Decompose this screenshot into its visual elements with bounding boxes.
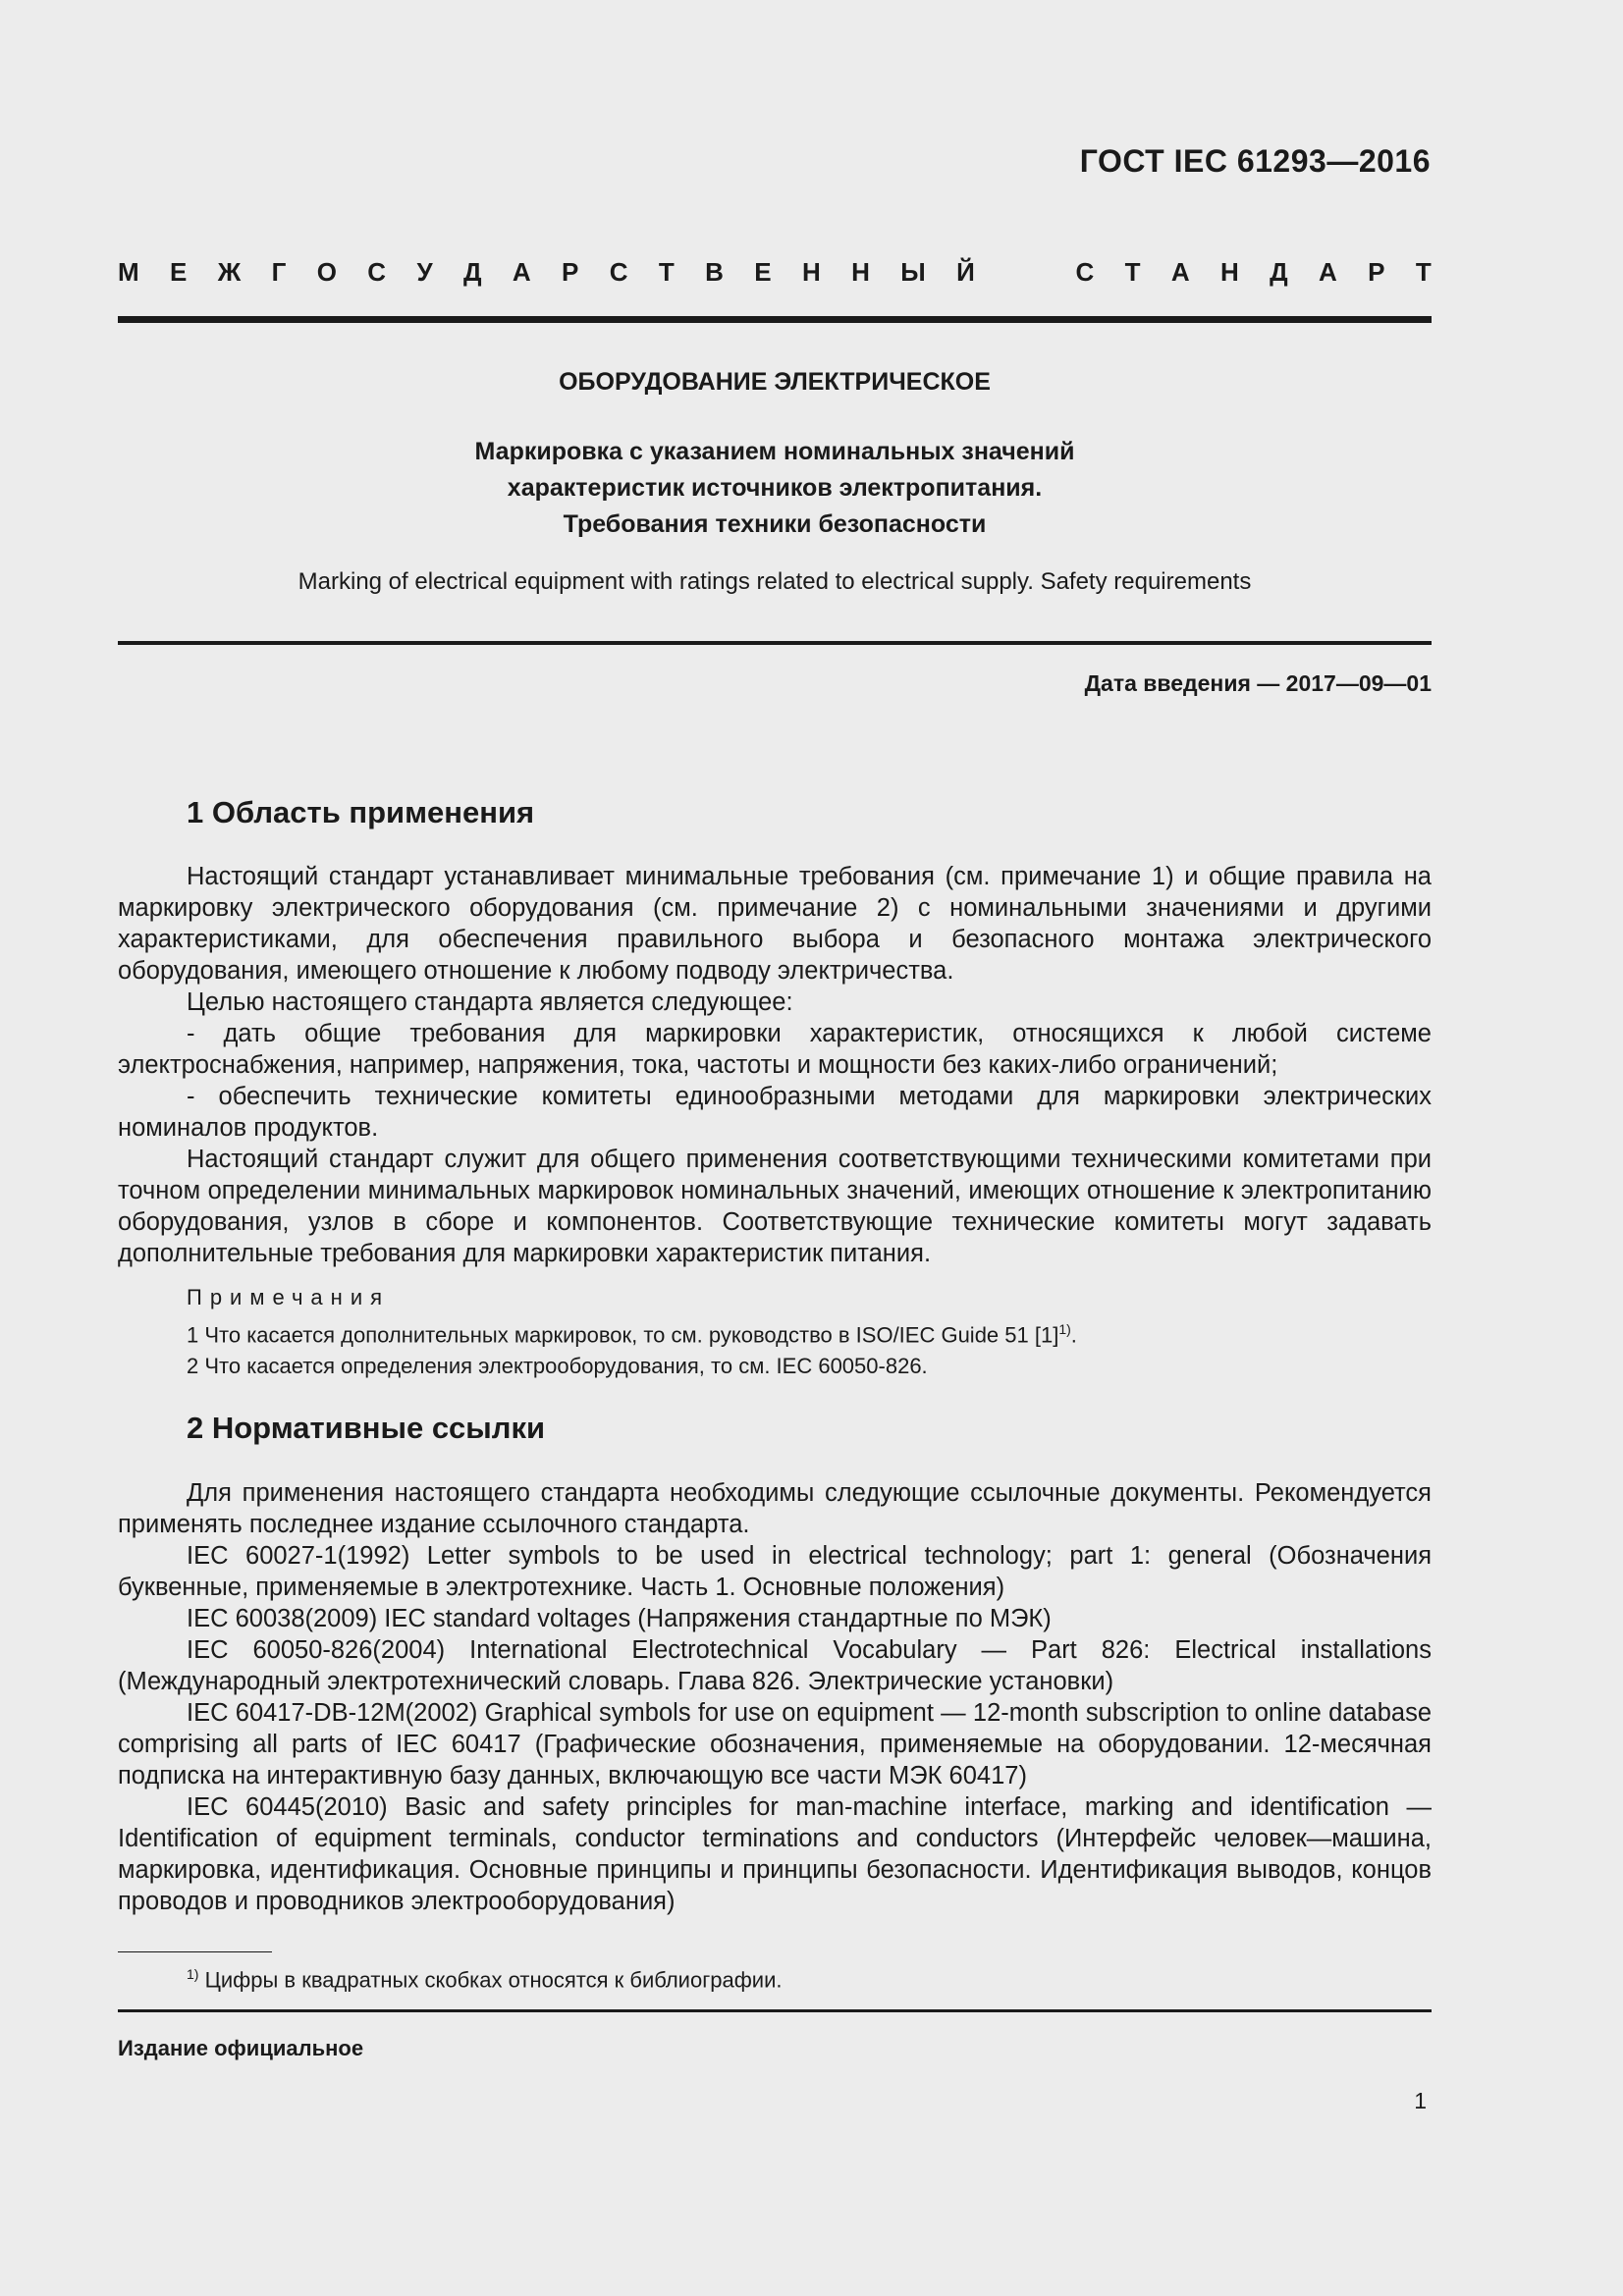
standard-type-letter: Н (1220, 257, 1239, 287)
standard-type-letter: А (512, 257, 531, 287)
standard-type-letter: Й (956, 257, 975, 287)
standard-type-letter: В (705, 257, 724, 287)
subtitle-line: Маркировка с указанием номинальных значений (474, 438, 1075, 465)
standard-type-letter: Р (562, 257, 579, 287)
title-rule (118, 641, 1432, 645)
standard-type-letter: М (118, 257, 139, 287)
standard-type-letter: Н (801, 257, 821, 287)
footnote-marker: 1) (187, 1966, 199, 1982)
note-2: 2 Что касается определения электрооборудования, то см. IEC 60050-826. (187, 1354, 928, 1379)
standard-type-letter: У (416, 257, 433, 287)
standard-type-letter: Е (170, 257, 188, 287)
subtitle-line: характеристик источников электропитания. (507, 474, 1043, 502)
standard-type-letter: Р (1368, 257, 1385, 287)
paragraph: Для применения настоящего стандарта необходимы следующие ссылочные документы. Рекомендуется применять последнее издание ссылочного стандарта. (118, 1479, 1432, 1538)
standard-type-letter: Ж (217, 257, 242, 287)
paragraph: Настоящий стандарт устанавливает минимальные требования (см. примечание 1) и общие правила на маркировку электрического оборудования (см. примечание 2) с номинальными значениями и другими характеристиками, для обеспечения правильного выбора и безопасного монтажа электрического оборудования, имеющего отношение к любому подводу электричества. (118, 863, 1432, 985)
header-rule (118, 316, 1432, 323)
reference-item: IEC 60038(2009) IEC standard voltages (Напряжения стандартные по МЭК) (187, 1605, 1052, 1632)
standard-type-letter: Г (271, 257, 287, 287)
notes-label: Примечания (187, 1285, 391, 1309)
letter-gap (1005, 257, 1045, 288)
paragraph: - дать общие требования для маркировки характеристик, относящихся к любой системе электроснабжения, например, напряжения, тока, частоты и мощности без каких-либо ограничений; (118, 1020, 1432, 1079)
reference-item: IEC 60027-1(1992) Letter symbols to be used in electrical technology; part 1: general (Обозначения буквенные, применяемые в электротехнике. Часть 1. Основные положения) (118, 1542, 1432, 1601)
standard-type-letter: Т (1415, 257, 1432, 287)
standard-type-letter: А (1319, 257, 1337, 287)
reference-item: IEC 60417-DB-12M(2002) Graphical symbols for use on equipment — 12-month subscription to online database comprising all parts of IEC 60417 (Графические обозначения, применяемые на оборудовании. 12-месячная подписка на интерактивную базу данных, включающую все части МЭК 60417) (118, 1699, 1432, 1789)
section-2-body (118, 1477, 1432, 1917)
standard-type-letter: О (316, 257, 337, 287)
page-number: 1 (1414, 2088, 1427, 2113)
standard-type-letter: С (609, 257, 628, 287)
footer-rule (118, 2009, 1432, 2012)
footnote-separator (118, 1951, 272, 1952)
footnote: $^{1)}$ Цифры в квадратных скобках относятся к библиографии. (187, 1966, 783, 1993)
reference-item: IEC 60445(2010) Basic and safety principles for man-machine interface, marking and identification — Identification of equipment terminals, conductor terminations and conductors (Интерфейс человек—машина, маркировка, идентификация. Основные принципы и принципы безопасности. Идентификация выводов, концов проводов и проводников электрооборудования) (118, 1793, 1432, 1915)
subtitle (118, 434, 1432, 543)
section-1-body (118, 861, 1432, 1269)
standard-type-letter: Т (658, 257, 675, 287)
section-2-heading: 2 Нормативные ссылки (187, 1411, 546, 1445)
paragraph: Целью настоящего стандарта является следующее: (187, 988, 793, 1016)
standard-type-heading (118, 257, 1432, 288)
section-1-heading: 1 Область применения (187, 795, 535, 829)
document-number: ГОСТ IEC 61293—2016 (1079, 143, 1431, 179)
paragraph: Настоящий стандарт служит для общего применения соответствующими техническими комитетами при точном определении минимальных маркировок номинальных значений, имеющих отношение к электропитанию оборудования, узлов в сборе и компонентов. Соответствующие технические комитеты могут задавать дополнительные требования для маркировки характеристик питания. (118, 1146, 1432, 1267)
standard-type-letter: Д (1270, 257, 1288, 287)
standard-type-letter: Ы (900, 257, 926, 287)
note-1: 1 Что касается дополнительных маркировок, то см. руководство в ISO/IEC Guide 51 $[1]^{1)}$. (187, 1321, 1077, 1348)
standard-type-letter: С (367, 257, 387, 287)
standard-type-letter: Н (851, 257, 870, 287)
introduction-date: Дата введения — 2017—09—01 (1084, 670, 1432, 696)
footnote-ref: 1) (1058, 1321, 1071, 1337)
edition-label: Издание официальное (118, 2036, 364, 2060)
paragraph: - обеспечить технические комитеты единообразными методами для маркировки электрических номиналов продуктов. (118, 1083, 1432, 1142)
main-title: ОБОРУДОВАНИЕ ЭЛЕКТРИЧЕСКОЕ (559, 368, 991, 396)
reference-item: IEC 60050-826(2004) International Electrotechnical Vocabulary — Part 826: Electrical installations (Международный электротехнический словарь. Глава 826. Электрические установки) (118, 1636, 1432, 1695)
standard-type-letter: Т (1124, 257, 1141, 287)
standard-type-letter: Д (462, 257, 482, 287)
english-title: Marking of electrical equipment with ratings related to electrical supply. Safety requirements (298, 568, 1252, 595)
standard-type-letter: Е (754, 257, 772, 287)
standard-type-letter: С (1075, 257, 1095, 287)
standard-type-letter: А (1170, 257, 1190, 287)
subtitle-line: Требования техники безопасности (563, 510, 987, 538)
notes (187, 1282, 1077, 1382)
